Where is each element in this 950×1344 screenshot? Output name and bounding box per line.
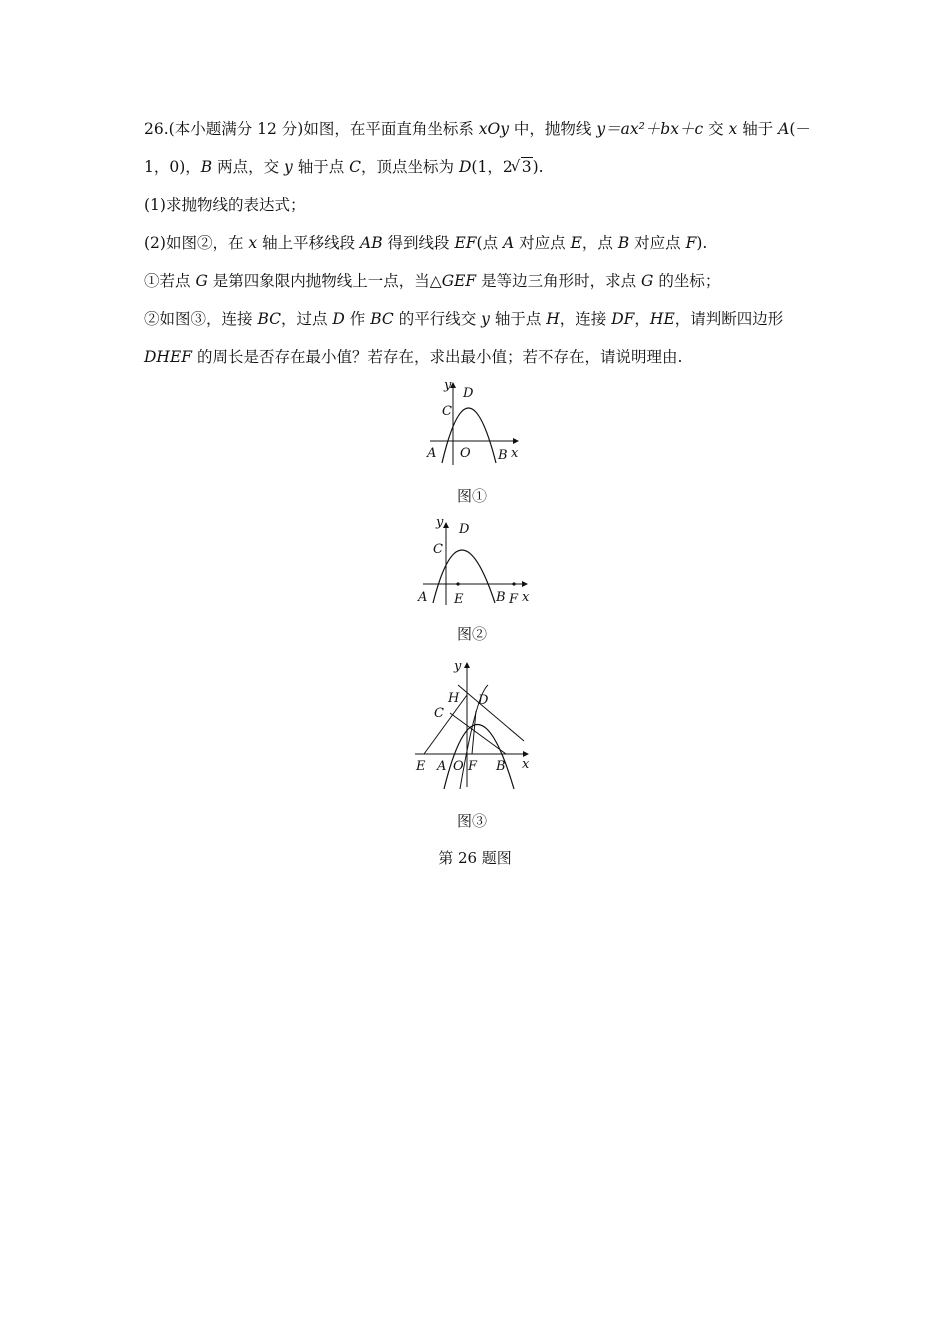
svg-text:F: F: [509, 592, 519, 607]
svg-text:H: H: [448, 691, 460, 706]
svg-text:O: O: [460, 446, 471, 461]
svg-text:B: B: [498, 448, 508, 463]
svg-text:x: x: [522, 590, 530, 605]
figure-2-svg: [415, 513, 540, 608]
svg-text:B: B: [496, 759, 506, 774]
svg-text:C: C: [434, 706, 444, 721]
svg-text:D: D: [478, 693, 489, 708]
svg-text:E: E: [454, 592, 464, 607]
problem-number: 26.: [144, 120, 169, 138]
question-2-2-cont: DHEF 的周长是否存在最小值？若存在，求出最小值；若不存在，请说明理由.: [144, 348, 683, 366]
problem-line-2: 1，0)，B 两点，交 y 轴于点 C，顶点坐标为 D(1，2√ 3).: [144, 156, 544, 178]
question-2-2: ②如图③，连接 BC，过点 D 作 BC 的平行线交 y 轴于点 H，连接 DF，HE，请判断四边形: [144, 310, 784, 328]
problem-line-1: 26.(本小题满分 12 分)如图，在平面直角坐标系 xOy 中，抛物线 y＝ax²＋bx＋c 交 x 轴于 A(－: [144, 120, 811, 138]
overall-figure-caption: 第 26 题图: [438, 849, 512, 867]
svg-text:y: y: [454, 659, 462, 674]
svg-text:B: B: [496, 590, 506, 605]
line-hd: [458, 685, 524, 741]
svg-text:D: D: [463, 386, 474, 401]
figure-1-svg: [420, 375, 530, 470]
svg-text:C: C: [442, 404, 452, 419]
svg-text:x: x: [522, 757, 530, 772]
svg-text:F: F: [468, 759, 478, 774]
point-f: [512, 582, 515, 585]
svg-text:y: y: [444, 378, 452, 393]
figure-3-caption: 图③: [456, 812, 487, 830]
svg-text:A: A: [427, 446, 437, 461]
line-df: [472, 711, 476, 754]
svg-text:x: x: [511, 446, 519, 461]
figure-3-svg: [410, 655, 540, 795]
parabola-curve: [433, 550, 495, 603]
svg-text:D: D: [459, 522, 470, 537]
svg-text:A: A: [418, 590, 428, 605]
problem-score: (本小题满分 12 分): [168, 120, 304, 138]
figure-3: [410, 655, 540, 799]
point-e: [456, 582, 459, 585]
parabola-equation: y＝ax²＋bx＋c: [596, 120, 704, 138]
question-2-1: ①若点 G 是第四象限内抛物线上一点，当△GEF 是等边三角形时，求点 G 的坐标；: [144, 272, 721, 290]
figure-1: [420, 375, 530, 474]
line-he: [424, 695, 467, 754]
sqrt-symbol: √ 3: [513, 156, 533, 178]
svg-text:E: E: [416, 759, 426, 774]
svg-text:C: C: [433, 542, 443, 557]
question-1: (1)求抛物线的表达式；: [144, 196, 306, 214]
figure-1-caption: 图①: [456, 487, 487, 505]
figure-2: [415, 513, 540, 612]
svg-text:y: y: [436, 515, 444, 530]
question-2: (2)如图②，在 x 轴上平移线段 AB 得到线段 EF(点 A 对应点 E，点 B 对应点 F).: [144, 234, 708, 252]
svg-text:A: A: [437, 759, 447, 774]
svg-text:O: O: [453, 759, 464, 774]
figure-2-caption: 图②: [456, 625, 487, 643]
